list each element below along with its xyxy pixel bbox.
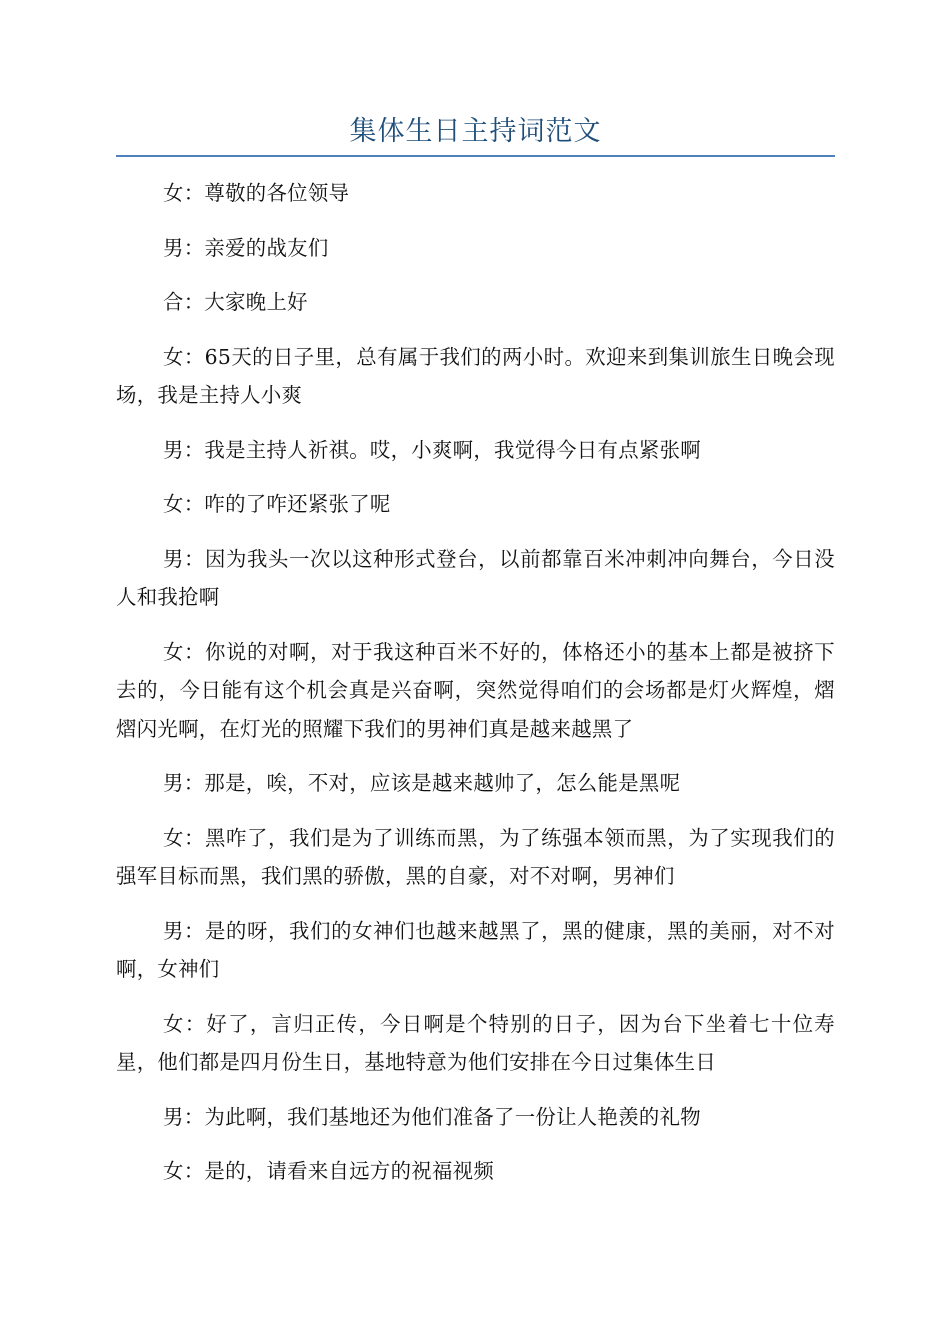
paragraph: 女：黑咋了，我们是为了训练而黑，为了练强本领而黑，为了实现我们的强军目标而黑，我们黑的骄傲，黑的自豪，对不对啊，男神们 <box>116 825 835 888</box>
paragraph: 女：尊敬的各位领导 <box>163 181 350 205</box>
paragraph: 男：亲爱的战友们 <box>163 235 329 260</box>
paragraph: 合：大家晚上好 <box>163 290 308 314</box>
paragraph: 女：65天的日子里，总有属于我们的两小时。欢迎来到集训旅生日晚会现场，我是主持人小爽 <box>116 344 835 407</box>
paragraph: 女：好了，言归正传，今日啊是个特别的日子，因为台下坐着七十位寿星，他们都是四月份生日，基地特意为他们安排在今日过集体生日 <box>116 1011 835 1074</box>
document-body <box>116 174 835 1207</box>
paragraph: 男：为此啊，我们基地还为他们准备了一份让人艳羡的礼物 <box>163 1104 701 1129</box>
paragraph: 男：我是主持人祈祺。哎，小爽啊，我觉得今日有点紧张啊 <box>163 437 701 462</box>
paragraph: 女：咋的了咋还紧张了呢 <box>163 492 391 516</box>
paragraph: 男：那是，唉，不对，应该是越来越帅了，怎么能是黑呢 <box>163 771 681 795</box>
document-title: 集体生日主持词范文 <box>349 116 602 147</box>
paragraph: 男：是的呀，我们的女神们也越来越黑了，黑的健康，黑的美丽，对不对啊，女神们 <box>116 918 835 981</box>
paragraph: 女：你说的对啊，对于我这种百米不好的，体格还小的基本上都是被挤下去的，今日能有这个机会真是兴奋啊，突然觉得咱们的会场都是灯火辉煌，熠熠闪光啊，在灯光的照耀下我们的男神们真是越来越黑了 <box>116 639 835 741</box>
paragraph: 男：因为我头一次以这种形式登台，以前都靠百米冲刺冲向舞台，今日没人和我抢啊 <box>116 546 835 609</box>
title-block <box>116 112 835 157</box>
paragraph: 女：是的，请看来自远方的祝福视频 <box>163 1159 495 1183</box>
